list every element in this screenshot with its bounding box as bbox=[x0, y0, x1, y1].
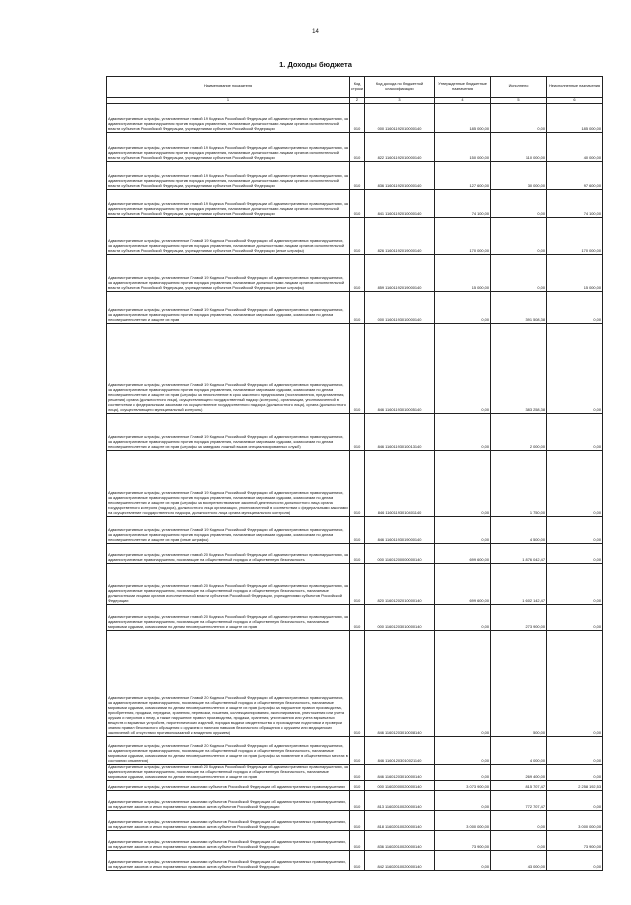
table-row bbox=[107, 543, 603, 563]
row-approved-cell: 15 000,00 bbox=[435, 254, 491, 291]
row-kbk-cell: 846 11601203010008140 bbox=[365, 630, 435, 736]
row-name-cell: Административные штрафы, установленные Главой 19 Кодекса Российской Федерации об административных правонарушениях, за административные правонарушения против порядка управления, налагаемые мировыми судьями, комиссиями по делам несовершеннолетних и защите их прав bbox=[107, 291, 350, 323]
row-approved-cell: 0,00 bbox=[435, 516, 491, 543]
row-kbk-cell: 813 11602010020000140 bbox=[365, 791, 435, 811]
document-title: 1. Доходы бюджета bbox=[279, 60, 352, 69]
row-executed-cell: 43 000,00 bbox=[491, 851, 547, 871]
row-code-cell: 010 bbox=[350, 764, 365, 780]
row-code-cell: 010 bbox=[350, 811, 365, 831]
row-approved-cell: 0,00 bbox=[435, 413, 491, 450]
row-unexecuted-cell: 0,00 bbox=[547, 630, 603, 736]
row-approved-cell: 127 600,00 bbox=[435, 161, 491, 189]
row-unexecuted-cell: 0,00 bbox=[547, 516, 603, 543]
row-unexecuted-cell: 0,00 bbox=[547, 323, 603, 413]
table-row bbox=[107, 563, 603, 604]
row-kbk-cell: 000 11602000020000140 bbox=[365, 781, 435, 791]
row-code-cell: 010 bbox=[350, 781, 365, 791]
column-number: 4 bbox=[435, 97, 491, 103]
header-kbk: Код дохода по бюджетной классификации bbox=[365, 77, 435, 98]
row-code-cell: 010 bbox=[350, 450, 365, 516]
header-unexecuted: Неисполненные назначения bbox=[547, 77, 603, 98]
row-unexecuted-cell: 40 000,00 bbox=[547, 132, 603, 161]
row-executed-cell: 0,00 bbox=[491, 254, 547, 291]
row-kbk-cell: 000 11601192010000140 bbox=[365, 103, 435, 132]
row-approved-cell: 3 073 900,00 bbox=[435, 781, 491, 791]
row-executed-cell: 383 258,38 bbox=[491, 323, 547, 413]
row-unexecuted-cell: 0,00 bbox=[547, 736, 603, 764]
row-unexecuted-cell: 0,00 bbox=[547, 604, 603, 630]
table-body bbox=[107, 103, 603, 870]
table-row bbox=[107, 630, 603, 736]
table-row bbox=[107, 781, 603, 791]
row-kbk-cell: 000 11601200000000140 bbox=[365, 543, 435, 563]
table-row bbox=[107, 450, 603, 516]
table-row bbox=[107, 254, 603, 291]
row-name-cell: Административные штрафы, установленные Главой 19 Кодекса Российской Федерации об административных правонарушениях, за административные правонарушения против порядка управления, налагаемые мировыми судьями, комиссиями по делам несовершеннолетних и защите их прав (штрафы за заведомо ложный вызов специализированных служб) bbox=[107, 413, 350, 450]
row-code-cell: 010 bbox=[350, 217, 365, 254]
header-executed: Исполнено bbox=[491, 77, 547, 98]
row-approved-cell: 74 100,00 bbox=[435, 189, 491, 217]
row-executed-cell: 1 750,00 bbox=[491, 450, 547, 516]
row-approved-cell: 3 000 000,00 bbox=[435, 811, 491, 831]
table-row bbox=[107, 217, 603, 254]
row-approved-cell: 0,00 bbox=[435, 791, 491, 811]
row-unexecuted-cell: 0,00 bbox=[547, 791, 603, 811]
row-code-cell: 010 bbox=[350, 543, 365, 563]
table-row bbox=[107, 161, 603, 189]
row-unexecuted-cell: 73 900,00 bbox=[547, 831, 603, 851]
row-unexecuted-cell: 3 000 000,00 bbox=[547, 811, 603, 831]
column-number: 5 bbox=[491, 97, 547, 103]
row-executed-cell: 30 000,00 bbox=[491, 161, 547, 189]
row-executed-cell: 2 000,00 bbox=[491, 413, 547, 450]
row-approved-cell: 185 000,00 bbox=[435, 103, 491, 132]
row-code-cell: 010 bbox=[350, 736, 365, 764]
row-name-cell: Административные штрафы, установленные главой 19 Кодекса Российской Федерации об административных правонарушениях, за административные правонарушения против порядка управления, налагаемые должностными лицами органов исполнительной власти субъектов Российской Федерации, учреждениями субъектов Российской Федерации bbox=[107, 161, 350, 189]
row-kbk-cell: 846 11601203010021140 bbox=[365, 736, 435, 764]
row-kbk-cell: 822 11601192010000140 bbox=[365, 132, 435, 161]
row-executed-cell: 0,00 bbox=[491, 189, 547, 217]
row-name-cell: Административные штрафы, установленные главой 19 Кодекса Российской Федерации об административных правонарушениях, за административные правонарушения против порядка управления, налагаемые должностными лицами органов исполнительной власти субъектов Российской Федерации, учреждениями субъектов Российской Федерации bbox=[107, 103, 350, 132]
row-code-cell: 010 bbox=[350, 630, 365, 736]
row-executed-cell: 273 900,00 bbox=[491, 604, 547, 630]
row-name-cell: Административные штрафы, установленные законами субъектов Российской Федерации об административных правонарушениях, за нарушение законов и иных нормативных правовых актов субъектов Российской Федерации bbox=[107, 831, 350, 851]
row-kbk-cell: 846 11601193010401140 bbox=[365, 450, 435, 516]
row-unexecuted-cell: 0,00 bbox=[547, 563, 603, 604]
row-executed-cell: 110 000,00 bbox=[491, 132, 547, 161]
row-executed-cell: 0,00 bbox=[491, 811, 547, 831]
row-code-cell: 010 bbox=[350, 189, 365, 217]
row-code-cell: 010 bbox=[350, 851, 365, 871]
row-executed-cell: 4 500,00 bbox=[491, 516, 547, 543]
row-kbk-cell: 859 11601192019000140 bbox=[365, 254, 435, 291]
row-name-cell: Административные штрафы, установленные главой 20 Кодекса Российской Федерации об административных правонарушениях, за административные правонарушения, посягающие на общественный порядок и общественную безопасность, налагаемые должностными лицами органов исполнительной власти субъектов Российской Федерации, учреждениями субъектов Российской Федерации bbox=[107, 563, 350, 604]
row-executed-cell: 1 876 042,47 bbox=[491, 543, 547, 563]
row-kbk-cell: 841 11601192010000140 bbox=[365, 189, 435, 217]
row-approved-cell: 0,00 bbox=[435, 450, 491, 516]
table-row bbox=[107, 103, 603, 132]
row-kbk-cell: 826 11601192019000140 bbox=[365, 217, 435, 254]
table-row bbox=[107, 764, 603, 780]
column-number: 3 bbox=[365, 97, 435, 103]
row-kbk-cell: 820 11601202010000140 bbox=[365, 563, 435, 604]
table-row bbox=[107, 132, 603, 161]
row-name-cell: Административные штрафы, установленные законами субъектов Российской Федерации об административных правонарушениях bbox=[107, 781, 350, 791]
row-unexecuted-cell: 74 100,00 bbox=[547, 189, 603, 217]
row-kbk-cell: 846 11601203010000140 bbox=[365, 764, 435, 780]
header-name: Наименование показателя bbox=[107, 77, 350, 98]
table-row bbox=[107, 736, 603, 764]
table-header-row bbox=[107, 77, 603, 98]
row-code-cell: 010 bbox=[350, 516, 365, 543]
row-code-cell: 010 bbox=[350, 103, 365, 132]
row-approved-cell: 150 000,00 bbox=[435, 132, 491, 161]
table-row bbox=[107, 413, 603, 450]
row-name-cell: Административные штрафы, установленные законами субъектов Российской Федерации об административных правонарушениях, за нарушение законов и иных нормативных правовых актов субъектов Российской Федерации bbox=[107, 851, 350, 871]
budget-income-table bbox=[106, 76, 603, 871]
row-unexecuted-cell: 15 000,00 bbox=[547, 254, 603, 291]
table-row bbox=[107, 291, 603, 323]
row-code-cell: 010 bbox=[350, 791, 365, 811]
row-executed-cell: 815 707,47 bbox=[491, 781, 547, 791]
row-kbk-cell: 836 11602010020000140 bbox=[365, 831, 435, 851]
row-kbk-cell: 846 11601193010005140 bbox=[365, 323, 435, 413]
row-unexecuted-cell: 0,00 bbox=[547, 851, 603, 871]
row-approved-cell: 0,00 bbox=[435, 291, 491, 323]
row-approved-cell: 0,00 bbox=[435, 851, 491, 871]
row-approved-cell: 699 600,00 bbox=[435, 543, 491, 563]
row-approved-cell: 170 000,00 bbox=[435, 217, 491, 254]
row-code-cell: 010 bbox=[350, 563, 365, 604]
row-code-cell: 010 bbox=[350, 831, 365, 851]
row-unexecuted-cell: 2 258 192,53 bbox=[547, 781, 603, 791]
row-unexecuted-cell: 0,00 bbox=[547, 543, 603, 563]
header-approved: Утвержденные бюджетные назначения bbox=[435, 77, 491, 98]
table-row bbox=[107, 516, 603, 543]
row-name-cell: Административные штрафы, установленные главой 20 Кодекса Российской Федерации об административных правонарушениях, за административные правонарушения, посягающие на общественный порядок и общественную безопасность, налагаемые мировыми судьями, комиссиями по делам несовершеннолетних и защите их прав bbox=[107, 604, 350, 630]
row-name-cell: Административные штрафы, установленные главой 19 Кодекса Российской Федерации об административных правонарушениях, за административные правонарушения против порядка управления, налагаемые должностными лицами органов исполнительной власти субъектов Российской Федерации, учреждениями субъектов Российской Федерации bbox=[107, 132, 350, 161]
column-number: 1 bbox=[107, 97, 350, 103]
row-approved-cell: 73 900,00 bbox=[435, 831, 491, 851]
row-unexecuted-cell: 0,00 bbox=[547, 413, 603, 450]
row-name-cell: Административные штрафы, установленные Главой 19 Кодекса Российской Федерации об административных правонарушениях, за административные правонарушения против порядка управления, налагаемые должностными лицами органов исполнительной власти субъектов Российской Федерации, учреждениями субъектов Российской Федерации (иные штрафы) bbox=[107, 254, 350, 291]
row-name-cell: Административные штрафы, установленные законами субъектов Российской Федерации об административных правонарушениях, за нарушение законов и иных нормативных правовых актов субъектов Российской Федерации bbox=[107, 791, 350, 811]
row-approved-cell: 0,00 bbox=[435, 323, 491, 413]
row-unexecuted-cell: 185 000,00 bbox=[547, 103, 603, 132]
table-row bbox=[107, 604, 603, 630]
row-code-cell: 010 bbox=[350, 323, 365, 413]
row-kbk-cell: 846 11601193010013140 bbox=[365, 413, 435, 450]
row-approved-cell: 0,00 bbox=[435, 630, 491, 736]
row-unexecuted-cell: 0,00 bbox=[547, 764, 603, 780]
row-kbk-cell: 000 11601193010000140 bbox=[365, 291, 435, 323]
row-name-cell: Административные штрафы, установленные главой 20 Кодекса Российской Федерации об административных правонарушениях, за административные правонарушения, посягающие на общественный порядок и общественную безопасность bbox=[107, 543, 350, 563]
row-code-cell: 010 bbox=[350, 291, 365, 323]
row-code-cell: 010 bbox=[350, 161, 365, 189]
table-row bbox=[107, 189, 603, 217]
row-kbk-cell: 836 11601192010000140 bbox=[365, 161, 435, 189]
row-unexecuted-cell: 97 600,00 bbox=[547, 161, 603, 189]
table-row bbox=[107, 323, 603, 413]
row-approved-cell: 0,00 bbox=[435, 604, 491, 630]
column-number: 2 bbox=[350, 97, 365, 103]
row-name-cell: Административные штрафы, установленные законами субъектов Российской Федерации об административных правонарушениях, за нарушение законов и иных нормативных правовых актов субъектов Российской Федерации bbox=[107, 811, 350, 831]
row-executed-cell: 500,00 bbox=[491, 630, 547, 736]
table-row bbox=[107, 851, 603, 871]
header-code: Код строки bbox=[350, 77, 365, 98]
row-executed-cell: 1 602 142,47 bbox=[491, 563, 547, 604]
row-code-cell: 010 bbox=[350, 132, 365, 161]
row-approved-cell: 0,00 bbox=[435, 764, 491, 780]
row-kbk-cell: 000 11601203010000140 bbox=[365, 604, 435, 630]
row-unexecuted-cell: 0,00 bbox=[547, 450, 603, 516]
row-unexecuted-cell: 170 000,00 bbox=[547, 217, 603, 254]
row-executed-cell: 0,00 bbox=[491, 831, 547, 851]
row-executed-cell: 0,00 bbox=[491, 217, 547, 254]
row-code-cell: 010 bbox=[350, 254, 365, 291]
row-name-cell: Административные штрафы, установленные Главой 20 Кодекса Российской Федерации об административных правонарушениях, за административные правонарушения, посягающие на общественный порядок и общественную безопасность, налагаемые мировыми судьями, комиссиями по делам несовершеннолетних и защите их прав (штрафы за появление в общественных местах в состоянии опьянения) bbox=[107, 736, 350, 764]
row-name-cell: Административные штрафы, установленные главой 19 Кодекса Российской Федерации об административных правонарушениях, за административные правонарушения против порядка управления, налагаемые должностными лицами органов исполнительной власти субъектов Российской Федерации, учреждениями субъектов Российской Федерации bbox=[107, 189, 350, 217]
row-kbk-cell: 842 11602010020000140 bbox=[365, 851, 435, 871]
row-approved-cell: 0,00 bbox=[435, 736, 491, 764]
row-executed-cell: 4 000,00 bbox=[491, 736, 547, 764]
table-row bbox=[107, 811, 603, 831]
row-name-cell: Административные штрафы, установленные главой 20 Кодекса Российской Федерации об административных правонарушениях, за административные правонарушения, посягающие на общественный порядок и общественную безопасность, налагаемые мировыми судьями, комиссиями по делам несовершеннолетних и защите их прав bbox=[108, 764, 348, 779]
row-executed-cell: 772 707,47 bbox=[491, 791, 547, 811]
table-row bbox=[107, 791, 603, 811]
row-executed-cell: 391 508,38 bbox=[491, 291, 547, 323]
row-code-cell: 010 bbox=[350, 604, 365, 630]
row-code-cell: 010 bbox=[350, 413, 365, 450]
row-executed-cell: 269 400,00 bbox=[491, 764, 547, 780]
row-approved-cell: 699 600,00 bbox=[435, 563, 491, 604]
column-number: 6 bbox=[547, 97, 603, 103]
row-name-cell: Административные штрафы, установленные Главой 19 Кодекса Российской Федерации об административных правонарушениях, за административные правонарушения против порядка управления, налагаемые мировыми судьями, комиссиями по делам несовершеннолетних и защите их прав (штрафы за неисполнение в срок законного предписания (постановления, представления, решения) органа (должностного лица), осуществляющего государственный надзор (контроль), организации, уполномоченной в соответствии с федеральными законами на осуществление государственного надзора (должностного лица), органа (должностного лица), осуществляющего муниципальный контроль) bbox=[107, 323, 350, 413]
table-row bbox=[107, 831, 603, 851]
row-executed-cell: 0,00 bbox=[491, 103, 547, 132]
row-kbk-cell: 818 11602010020000140 bbox=[365, 811, 435, 831]
row-name-cell: Административные штрафы, установленные Главой 19 Кодекса Российской Федерации об административных правонарушениях, за административные правонарушения против порядка управления, налагаемые мировыми судьями, комиссиями по делам несовершеннолетних и защите их прав (штрафы за воспрепятствование законной деятельности должностного лица органа государственного контроля (надзора), должностного лица организации, уполномоченной в соответствии с федеральными законами на осуществление государственного надзора, должностного лица органа муниципального контроля) bbox=[107, 450, 350, 516]
row-kbk-cell: 846 11601193019000140 bbox=[365, 516, 435, 543]
row-unexecuted-cell: 0,00 bbox=[547, 291, 603, 323]
page-number: 14 bbox=[312, 29, 319, 35]
row-name-cell: Административные штрафы, установленные Главой 20 Кодекса Российской Федерации об административных правонарушениях, за административные правонарушения, посягающие на общественный порядок и общественную безопасность, налагаемые мировыми судьями, комиссиями по делам несовершеннолетних и защите их прав (штрафы за нарушение правил производства, приобретения, продажи, передачи, хранения, перевозки, ношения, коллекционирования, экспонирования, уничтожения или учета оружия и патронов к нему, а также нарушение правил производства, продажи, хранения, уничтожения или учета взрывчатых веществ и взрывных устройств, пиротехнических изделий, порядка выдачи свидетельства о прохождении подготовки и проверки знания правил безопасного обращения с оружием и наличия навыков безопасного обращения с оружием или медицинских заключений об отсутствии противопоказаний к владению оружием) bbox=[107, 630, 350, 736]
row-name-cell: Административные штрафы, установленные Главой 19 Кодекса Российской Федерации об административных правонарушениях, за административные правонарушения против порядка управления, налагаемые должностными лицами органов исполнительной власти субъектов Российской Федерации, учреждениями субъектов Российской Федерации (иные штрафы) bbox=[107, 217, 350, 254]
row-name-cell: Административные штрафы, установленные Главой 19 Кодекса Российской Федерации об административных правонарушениях, за административные правонарушения против порядка управления, налагаемые мировыми судьями, комиссиями по делам несовершеннолетних и защите их прав (иные штрафы) bbox=[107, 516, 350, 543]
